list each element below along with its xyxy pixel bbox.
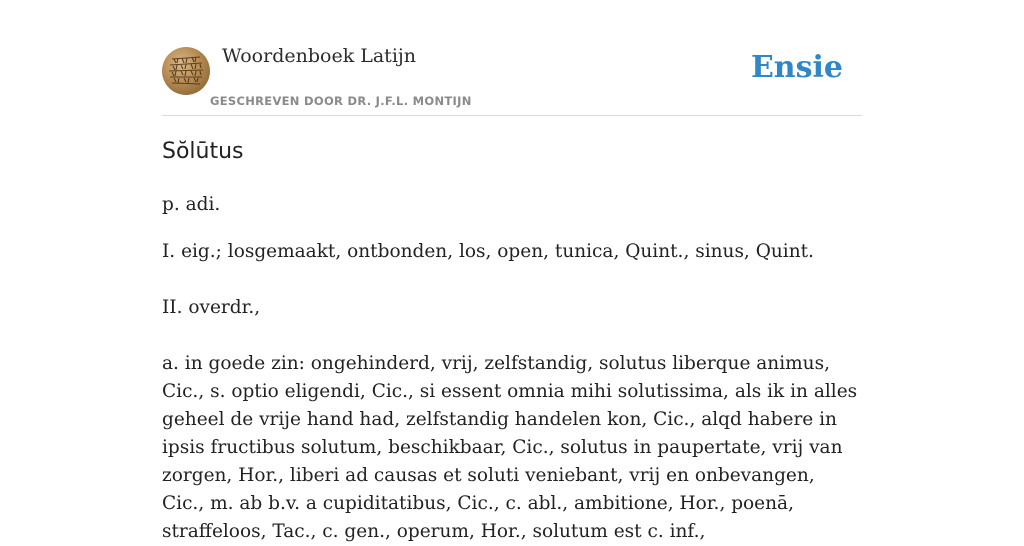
page: [162, 0, 862, 542]
site-header: [162, 0, 862, 116]
sense-figurative-a: a. in goede zin: ongehinderd, vrij, zelfstandig, solutus liberque animus, Cic., s. optio eligendi, Cic., si essent omnia mihi solutissima, als ik in alles geheel de vrije hand had, zelfstandig handelen kon, Cic., alqd habere in ipsis fructibus solutum, beschikbaar, Cic., solutus in paupertate, vrij van zorgen, Hor., liberi ad causas et soluti veniebant, vrij en onbevangen, Cic., m. ab b.v. a cupiditatibus, Cic., c. abl., ambitione, Hor., poenā, straffeloos, Tac., c. gen., operum, Hor., solutum est c. inf.,: [162, 353, 858, 542]
author-byline: GESCHREVEN DOOR DR. J.F.L. MONTIJN: [210, 94, 472, 108]
book-title[interactable]: Woordenboek Latijn: [222, 45, 417, 67]
entry-headword: Sŏlūtus: [162, 139, 244, 164]
inscribed-coin-logo-icon[interactable]: [162, 47, 210, 95]
part-of-speech: p. adi.: [162, 194, 221, 215]
coin-inscription-graphic: [162, 47, 210, 95]
ensie-brand-link[interactable]: Ensie: [750, 50, 843, 85]
entry-body: [162, 191, 862, 546]
sense-literal: I. eig.; losgemaakt, ontbonden, los, open, tunica, Quint., sinus, Quint.: [162, 241, 814, 262]
sense-figurative: II. overdr.,: [162, 297, 261, 318]
